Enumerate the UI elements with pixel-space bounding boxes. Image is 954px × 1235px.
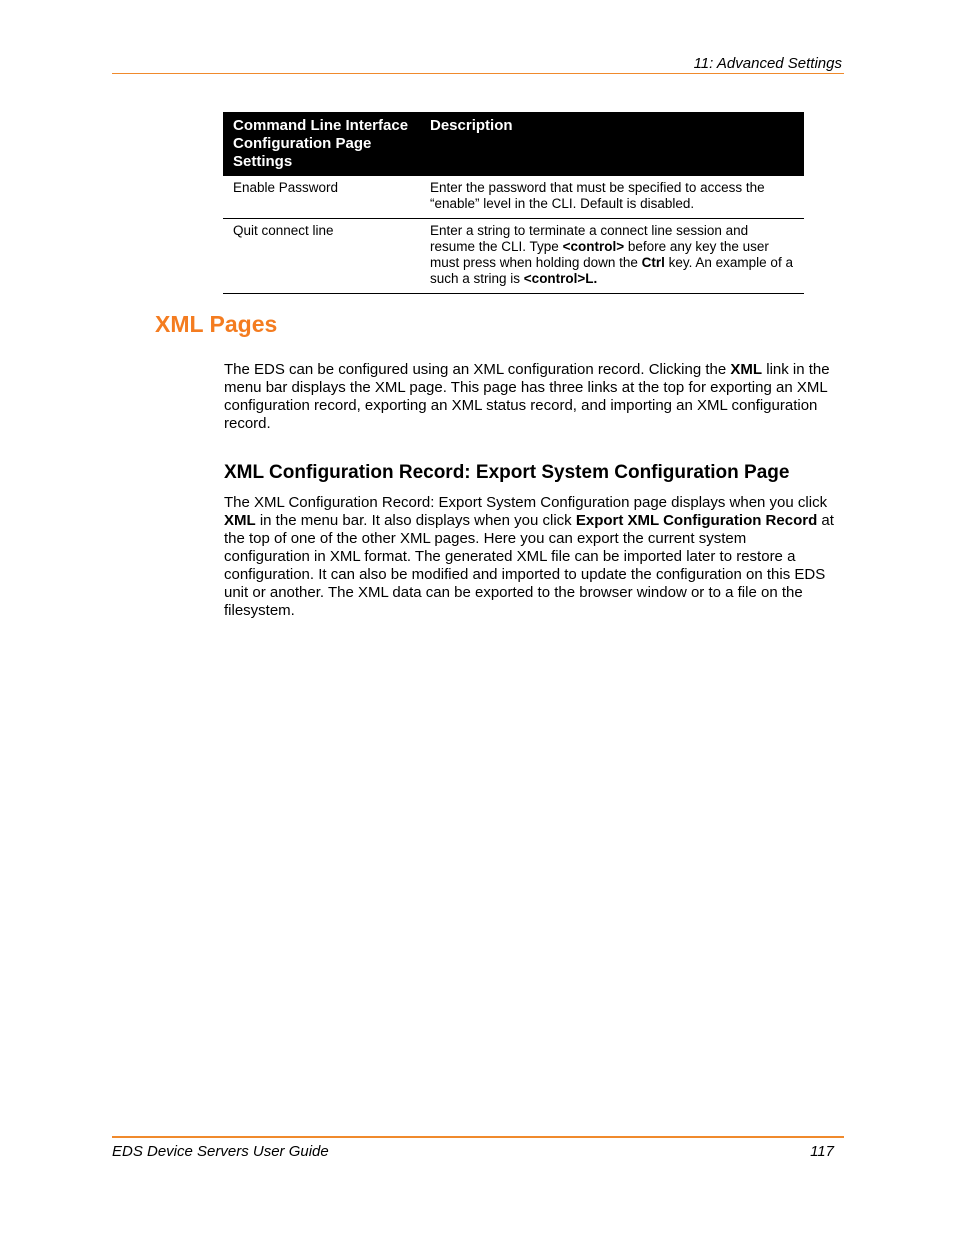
running-header: 11: Advanced Settings [693, 55, 842, 72]
bold-run: XML [224, 512, 256, 529]
footer-page-number: 117 [810, 1143, 834, 1160]
bold-run: Export XML Configuration Record [575, 512, 818, 529]
text-run: key. An example of a such a string is [430, 255, 793, 286]
footer-guide-title: EDS Device Servers User Guide [112, 1143, 329, 1160]
column-header-description: Description [420, 112, 804, 176]
setting-description: Enter the password that must be specified to access the “enable” level in the CLI. Default is disabled. [420, 176, 804, 219]
subsection-heading: XML Configuration Record: Export System Configuration Page [224, 462, 790, 483]
text-run: at the top of one of the other XML pages. Here you can export the current system configuration in XML format. The generated XML file can be imported later to restore a configuration. It can also be modified and imported to update the configuration on this EDS unit or another. The XML data can be exported to the browser window or to a file on the filesystem. [224, 512, 834, 619]
setting-name: Quit connect line [223, 219, 420, 294]
header-rule [112, 73, 844, 74]
table-row [223, 176, 804, 219]
footer-rule [112, 1136, 844, 1138]
settings-table [223, 112, 804, 294]
bold-run: <control>L. [523, 271, 598, 286]
section-intro-paragraph [224, 361, 834, 433]
text-run: Enter a string to terminate a connect line session and resume the CLI. Type [430, 223, 749, 254]
text-run: The EDS can be configured using an XML configuration record. Clicking the [224, 361, 731, 378]
bold-run: Ctrl [641, 255, 665, 270]
text-run: The XML Configuration Record: Export System Configuration page displays when you click [224, 494, 828, 511]
subsection-body-paragraph [224, 494, 834, 620]
setting-name: Enable Password [223, 176, 420, 219]
bold-run: XML [730, 361, 763, 378]
table-row [223, 219, 804, 294]
column-header-setting: Command Line Interface Configuration Page Settings [223, 112, 420, 176]
setting-description [420, 219, 804, 294]
bold-run: <control> [562, 239, 625, 254]
table-header-row [223, 112, 804, 176]
text-run: link in the menu bar displays the XML page. This page has three links at the top for exporting an XML configuration record, exporting an XML status record, and importing an XML configuration record. [224, 361, 830, 432]
text-run: before any key the user must press when holding down the [430, 239, 769, 270]
text-run: in the menu bar. It also displays when you click [255, 512, 576, 529]
section-heading: XML Pages [155, 311, 278, 337]
